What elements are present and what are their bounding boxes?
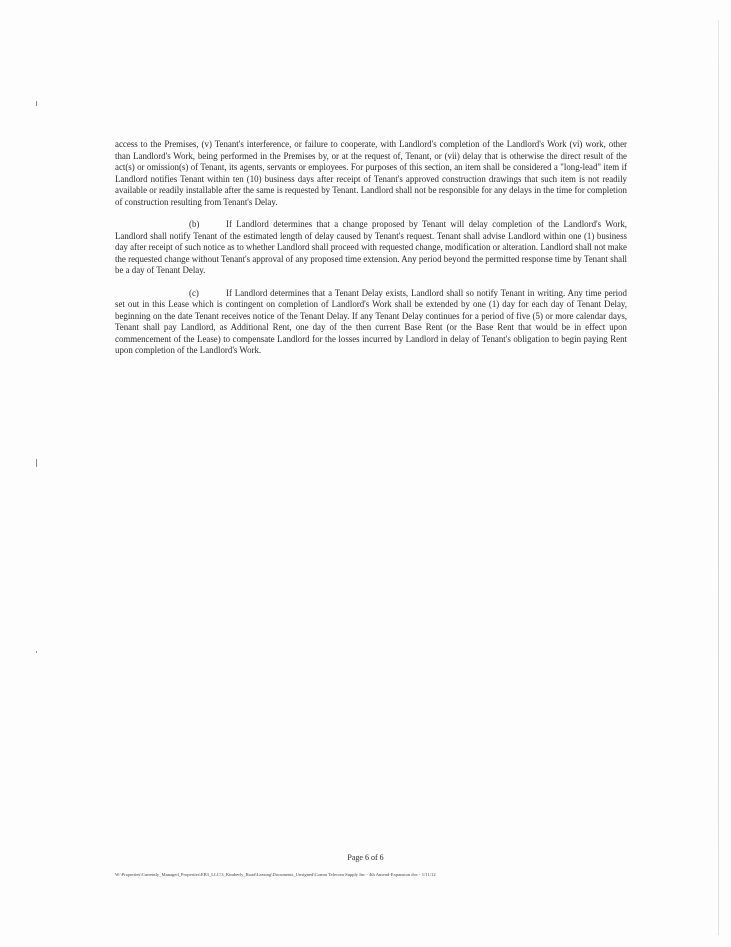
paragraph-continuation: [115, 139, 627, 208]
scan-speck: [36, 101, 37, 106]
file-path-footer: W:\Properties\Currently_Managed_Properties\EB3_LLC\3_Kimberly_Road\Leasing\Documents_Unsigned\Comm Telecom Supply Inc - 4th Amend-Expansion doc - 1/11/12: [115, 872, 436, 877]
paragraph-text: If Landlord determines that a Tenant Delay exists, Landlord shall so notify Tenant in writing. Any time period set out in this Lease which is contingent on completion of Landlord's Work shall be extended by one (1) day for each day of Tenant Delay, beginning on the date Tenant receives notice of the Tenant Delay. If any Tenant Delay continues for a period of five (5) or more calendar days, Tenant shall pay Landlord, as Additional Rent, one day of the then current Base Rent (or the Base Rent that would be in effect upon commencement of the Lease) to compensate Landlord for the losses incurred by Landlord in delay of Tenant's obligation to begin paying Rent upon completion of the Landlord's Work.: [115, 287, 627, 355]
body-text: [115, 139, 627, 368]
paragraph-c: [115, 288, 627, 357]
paragraph-text: If Landlord determines that a change proposed by Tenant will delay completion of the Landlord's Work, Landlord shall notify Tenant of the estimated length of delay caused by Tenant's request. Tenant shall advise Landlord within one (1) business day after receipt of such notice as to whether Landlord shall proceed with requested change, modification or alteration. Landlord shall not make the requested change without Tenant's approval of any proposed time extension. Any period beyond the permitted response time by Tenant shall be a day of Tenant Delay.: [115, 219, 627, 275]
paragraph-text: access to the Premises, (v) Tenant's interference, or failure to cooperate, with Landlord's completion of the Landlord's Work (vi) work, other than Landlord's Work, being performed in the Premises by, or at the request of, Tenant, or (vii) delay that is otherwise the direct result of the act(s) or omission(s) of Tenant, its agents, servants or employees. For purposes of this section, an item shall be considered a "long-lead" item if Landlord notifies Tenant within ten (10) business days after receipt of Tenant's approved construction drawings that such item is not readily available or readily installable after the same is requested by Tenant. Landlord shall not be responsible for any delays in the time for completion of construction resulting from Tenant's Delay.: [115, 139, 627, 207]
scan-edge-line: [718, 20, 719, 935]
paragraph-b: [115, 219, 627, 277]
scan-speck: [36, 459, 37, 467]
scan-speck: [36, 651, 37, 653]
page-number: Page 6 of 6: [347, 853, 384, 862]
paragraph-label: (b): [189, 219, 200, 229]
paragraph-label: (c): [189, 287, 199, 298]
